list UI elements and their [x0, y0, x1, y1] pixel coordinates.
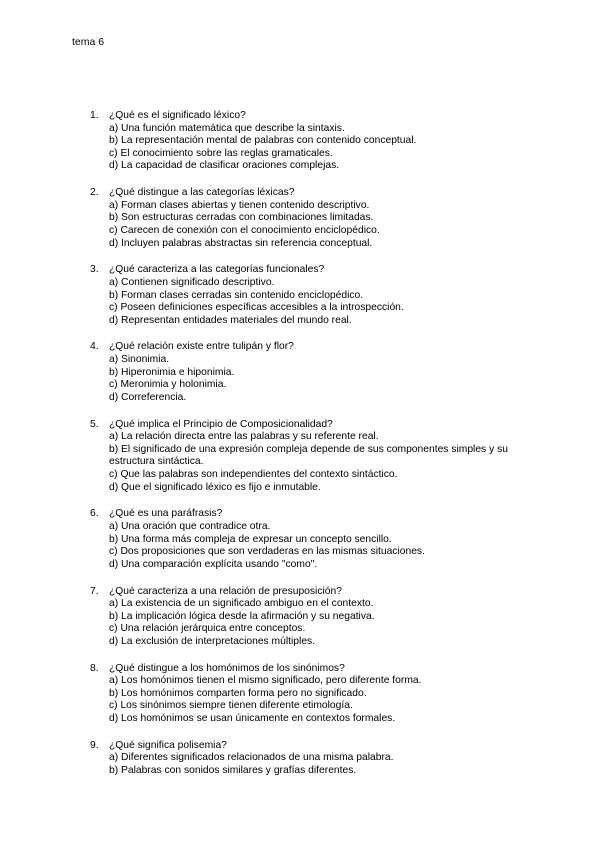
question-text: ¿Qué caracteriza a una relación de presuposición? — [109, 585, 342, 597]
answer-option: b) Son estructuras cerradas con combinaciones limitadas. — [109, 212, 374, 224]
question-text: ¿Qué caracteriza a las categorías funcionales? — [109, 264, 325, 276]
question-number: 3. — [90, 264, 99, 276]
answer-option: a) Diferentes significados relacionados de una misma palabra. — [109, 752, 394, 764]
question-list — [90, 110, 540, 792]
question-item — [90, 264, 540, 327]
answer-options — [109, 431, 540, 494]
question-item — [90, 740, 540, 778]
question-text: ¿Qué distingue a las categorías léxicas? — [109, 187, 295, 199]
answer-option: d) La capacidad de clasificar oraciones complejas. — [109, 160, 340, 172]
answer-options — [109, 123, 540, 173]
question-number: 1. — [90, 110, 99, 121]
answer-option: d) Representan entidades materiales del mundo real. — [109, 314, 352, 326]
answer-option: b) La representación mental de palabras con contenido conceptual. — [109, 135, 417, 147]
answer-options — [109, 521, 540, 571]
answer-option: d) Correferencia. — [109, 391, 187, 403]
answer-option: c) Que las palabras son independientes del contexto sintáctico. — [109, 469, 398, 480]
answer-option: a) Sinonimia. — [109, 354, 170, 366]
answer-option: a) Contienen significado descriptivo. — [109, 276, 275, 288]
answer-option: c) Carecen de conexión con el conocimiento enciclopédico. — [109, 224, 380, 236]
question-item — [90, 419, 540, 495]
answer-options — [109, 752, 540, 777]
answer-option: c) Poseen definiciones específicas accesibles a la introspección. — [109, 302, 404, 314]
answer-option: a) La existencia de un significado ambiguo en el contexto. — [109, 598, 374, 610]
answer-option: b) Los homónimos comparten forma pero no significado. — [109, 687, 367, 699]
answer-option: a) Forman clases abiertas y tienen contenido descriptivo. — [109, 199, 370, 211]
question-text: ¿Qué es el significado léxico? — [109, 110, 246, 121]
question-text: ¿Qué implica el Principio de Composicionalidad? — [109, 418, 333, 430]
answer-option: b) La implicación lógica desde la afirmación y su negativa. — [109, 610, 375, 622]
answer-options — [109, 675, 540, 725]
answer-option: b) Forman clases cerradas sin contenido enciclopédico. — [109, 289, 364, 301]
answer-option: b) Palabras con sonidos similares y grafías diferentes. — [109, 765, 357, 777]
question-number: 2. — [90, 187, 99, 199]
answer-options — [109, 277, 540, 327]
answer-option: d) Que el significado léxico es fijo e inmutable. — [109, 481, 321, 493]
document-title: tema 6 — [72, 36, 105, 48]
answer-option: b) Hiperonimia e hiponimia. — [109, 366, 235, 378]
question-item — [90, 586, 540, 649]
answer-option: c) Los sinónimos siempre tienen diferente etimología. — [109, 700, 353, 712]
answer-option: c) Meronimia y holonimia. — [109, 379, 227, 391]
question-number: 8. — [90, 662, 99, 674]
question-number: 4. — [90, 341, 99, 353]
question-item — [90, 341, 540, 404]
question-text: ¿Qué distingue a los homónimos de los sinónimos? — [109, 662, 345, 674]
answer-option: a) Los homónimos tienen el mismo significado, pero diferente forma. — [109, 675, 422, 687]
answer-options — [109, 354, 540, 404]
answer-option: c) Dos proposiciones que son verdaderas en las mismas situaciones. — [109, 546, 425, 558]
answer-option: a) Una oración que contradice otra. — [109, 520, 271, 532]
question-number: 5. — [90, 418, 99, 430]
answer-options — [109, 200, 540, 250]
answer-option: d) Incluyen palabras abstractas sin referencia conceptual. — [109, 237, 373, 249]
answer-option: c) El conocimiento sobre las reglas gramaticales. — [109, 147, 333, 159]
question-number: 6. — [90, 508, 99, 520]
answer-option: d) Los homónimos se usan únicamente en contextos formales. — [109, 713, 396, 725]
question-text: ¿Qué es una paráfrasis? — [109, 508, 223, 520]
question-text: ¿Qué significa polisemia? — [109, 739, 227, 751]
question-item — [90, 110, 540, 173]
question-text: ¿Qué relación existe entre tulipán y flor? — [109, 341, 294, 353]
answer-option: d) La exclusión de interpretaciones múltiples. — [109, 635, 316, 647]
question-number: 9. — [90, 739, 99, 751]
answer-option: d) Una comparación explícita usando "como". — [109, 558, 318, 570]
answer-option: b) Una forma más compleja de expresar un concepto sencillo. — [109, 533, 392, 545]
question-item — [90, 663, 540, 726]
answer-options — [109, 598, 540, 648]
question-item — [90, 508, 540, 571]
question-item — [90, 187, 540, 250]
answer-option: a) Una función matemática que describe la sintaxis. — [109, 122, 345, 134]
question-number: 7. — [90, 585, 99, 597]
answer-option: a) La relación directa entre las palabras y su referente real. — [109, 431, 379, 443]
answer-option: c) Una relación jerárquica entre conceptos. — [109, 623, 306, 635]
answer-option: b) El significado de una expresión compleja depende de sus componentes simples y su estructura sintáctica. — [109, 443, 508, 468]
